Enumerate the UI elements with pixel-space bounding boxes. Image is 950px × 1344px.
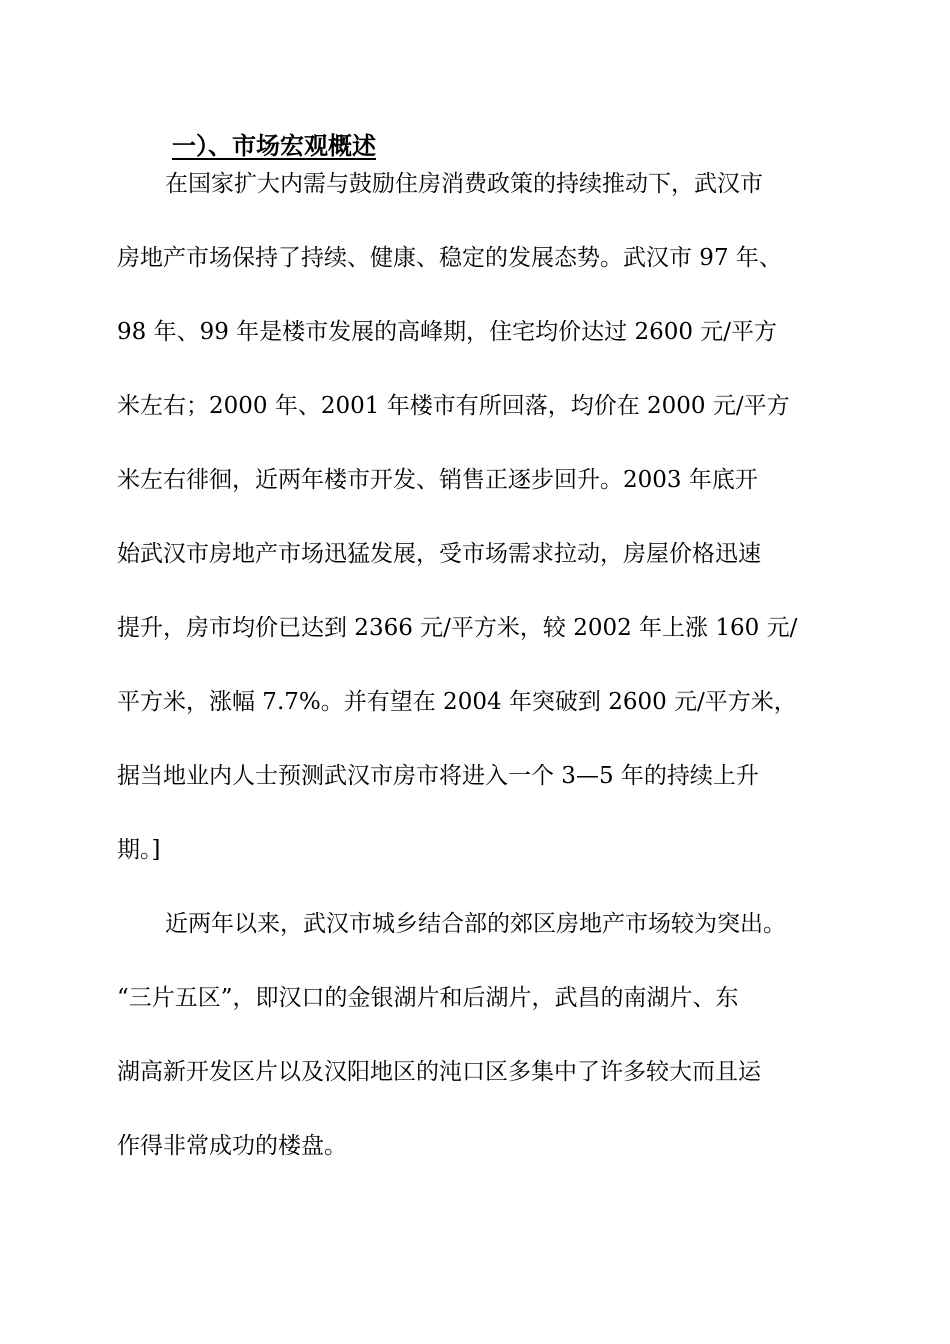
text-line: 平方米，涨幅 7.7%。并有望在 2004 年突破到 2600 元/平方米， (117, 689, 797, 715)
text-line: 期。] (117, 837, 161, 863)
text-line: 作得非常成功的楼盘。 (117, 1133, 347, 1159)
text-line: 房地产市场保持了持续、健康、稳定的发展态势。武汉市 97 年、 (117, 245, 782, 271)
text-line: 米左右；2000 年、2001 年楼市有所回落，均价在 2000 元/平方 (117, 393, 790, 419)
text-line: 98 年、99 年是楼市发展的高峰期，住宅均价达过 2600 元/平方 (117, 319, 778, 345)
text-line: 近两年以来，武汉市城乡结合部的郊区房地产市场较为突出。 (165, 911, 786, 937)
text-line: 据当地业内人士预测武汉市房市将进入一个 3—5 年的持续上升 (117, 763, 759, 789)
text-line: “三片五区”，即汉口的金银湖片和后湖片，武昌的南湖片、东 (117, 985, 739, 1011)
text-line: 始武汉市房地产市场迅猛发展，受市场需求拉动，房屋价格迅速 (117, 541, 761, 567)
section-heading: 一）、市场宏观概述 (172, 131, 376, 160)
text-line: 湖高新开发区片以及汉阳地区的沌口区多集中了许多较大而且运 (117, 1059, 761, 1085)
text-line: 米左右徘徊，近两年楼市开发、销售正逐步回升。2003 年底开 (117, 467, 758, 493)
text-line: 提升，房市均价已达到 2366 元/平方米，较 2002 年上涨 160 元/ (117, 615, 798, 641)
text-line: 在国家扩大内需与鼓励住房消费政策的持续推动下，武汉市 (165, 171, 763, 197)
